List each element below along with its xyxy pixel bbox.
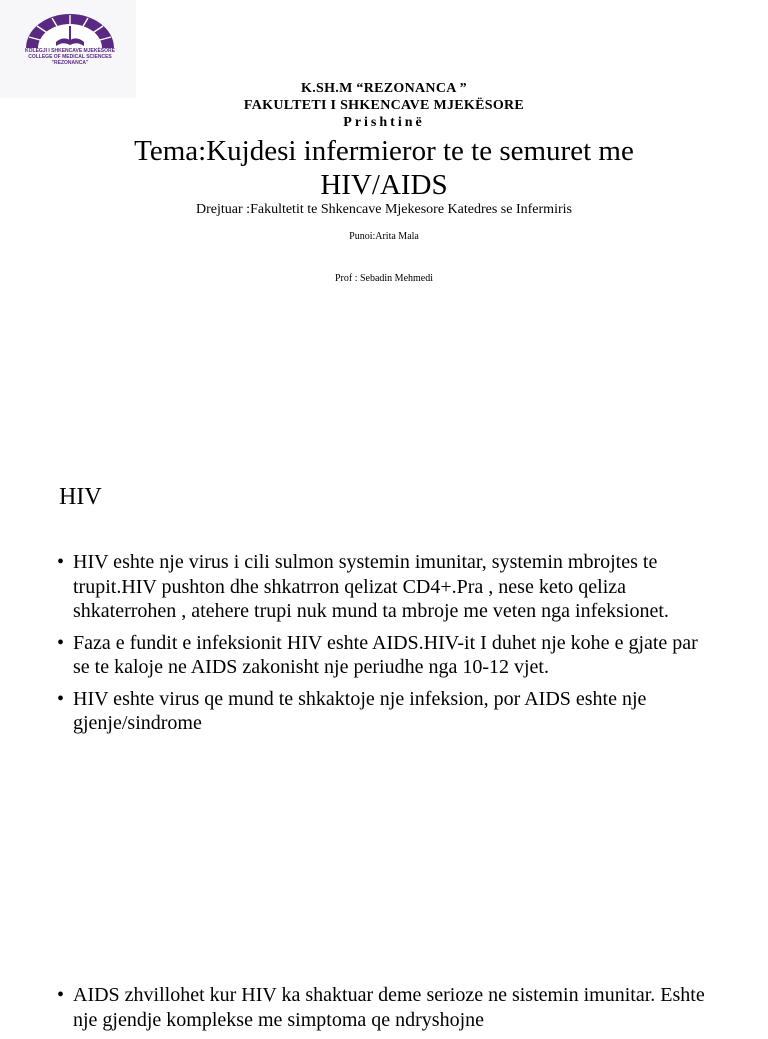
author-line: Punoi:Arita Mala (349, 231, 419, 242)
college-emblem-icon (22, 12, 118, 48)
bullet-text: Faza e fundit e infeksionit HIV eshte AIDS.HIV-it I duhet nje kohe e gjate par se te kaloje ne AIDS zakonisht nje periudhe nga 10-12 vjet. (73, 631, 698, 678)
bullet-list-continued (57, 983, 717, 1039)
list-item (57, 983, 717, 1032)
section-heading: HIV (59, 484, 102, 510)
institution-header (0, 80, 768, 131)
institution-name: K.SH.M “REZONANCA ” (301, 81, 467, 96)
logo-caption-line: COLLEGE OF MEDICAL SCIENCES (28, 54, 112, 60)
title-line: Tema:Kujdesi infermieror te te semuret me (134, 135, 634, 167)
list-item (57, 631, 717, 680)
presentation-title (0, 134, 768, 202)
logo-caption (22, 48, 118, 66)
list-item (57, 687, 717, 736)
bullet-icon: • (57, 687, 65, 710)
faculty-name: FAKULTETI I SHKENCAVE MJEKËSORE (243, 98, 525, 113)
bullet-icon: • (57, 551, 65, 573)
title-line: HIV/AIDS (320, 169, 448, 201)
bullet-text: HIV eshte virus qe mund te shkaktoje nje infeksion, por AIDS eshte nje gjenje/sindrome (73, 687, 647, 734)
bullet-icon: • (57, 631, 65, 654)
list-item (57, 550, 717, 624)
bullet-text: AIDS zhvillohet kur HIV ka shaktuar deme serioze ne sistemin imunitar. Eshte nje gjendje komplekse me simptoma qe ndryshojne (73, 984, 705, 1031)
bullet-text: HIV eshte nje virus i cili sulmon systemin imunitar, systemin mbrojtes te trupit.HIV pushton dhe shkatrron qelizat CD4+.Pra , nese keto qeliza shkaterrohen , atehere trupi nuk mund ta mbroje me veten nga infeksionet. (73, 551, 669, 622)
bullet-list (57, 550, 717, 743)
logo-caption-line: KOLEGJI I SHKENCAVE MJEKËSORE (25, 48, 115, 54)
bullet-icon: • (57, 984, 65, 1006)
professor-line: Prof : Sebadin Mehmedi (334, 273, 434, 284)
city-name: Prishtinë (343, 115, 425, 130)
subtitle: Drejtuar :Fakultetit te Shkencave Mjekesore Katedres se Infermiris (196, 202, 572, 217)
logo-caption-line: "REZONANCA" (51, 60, 89, 66)
